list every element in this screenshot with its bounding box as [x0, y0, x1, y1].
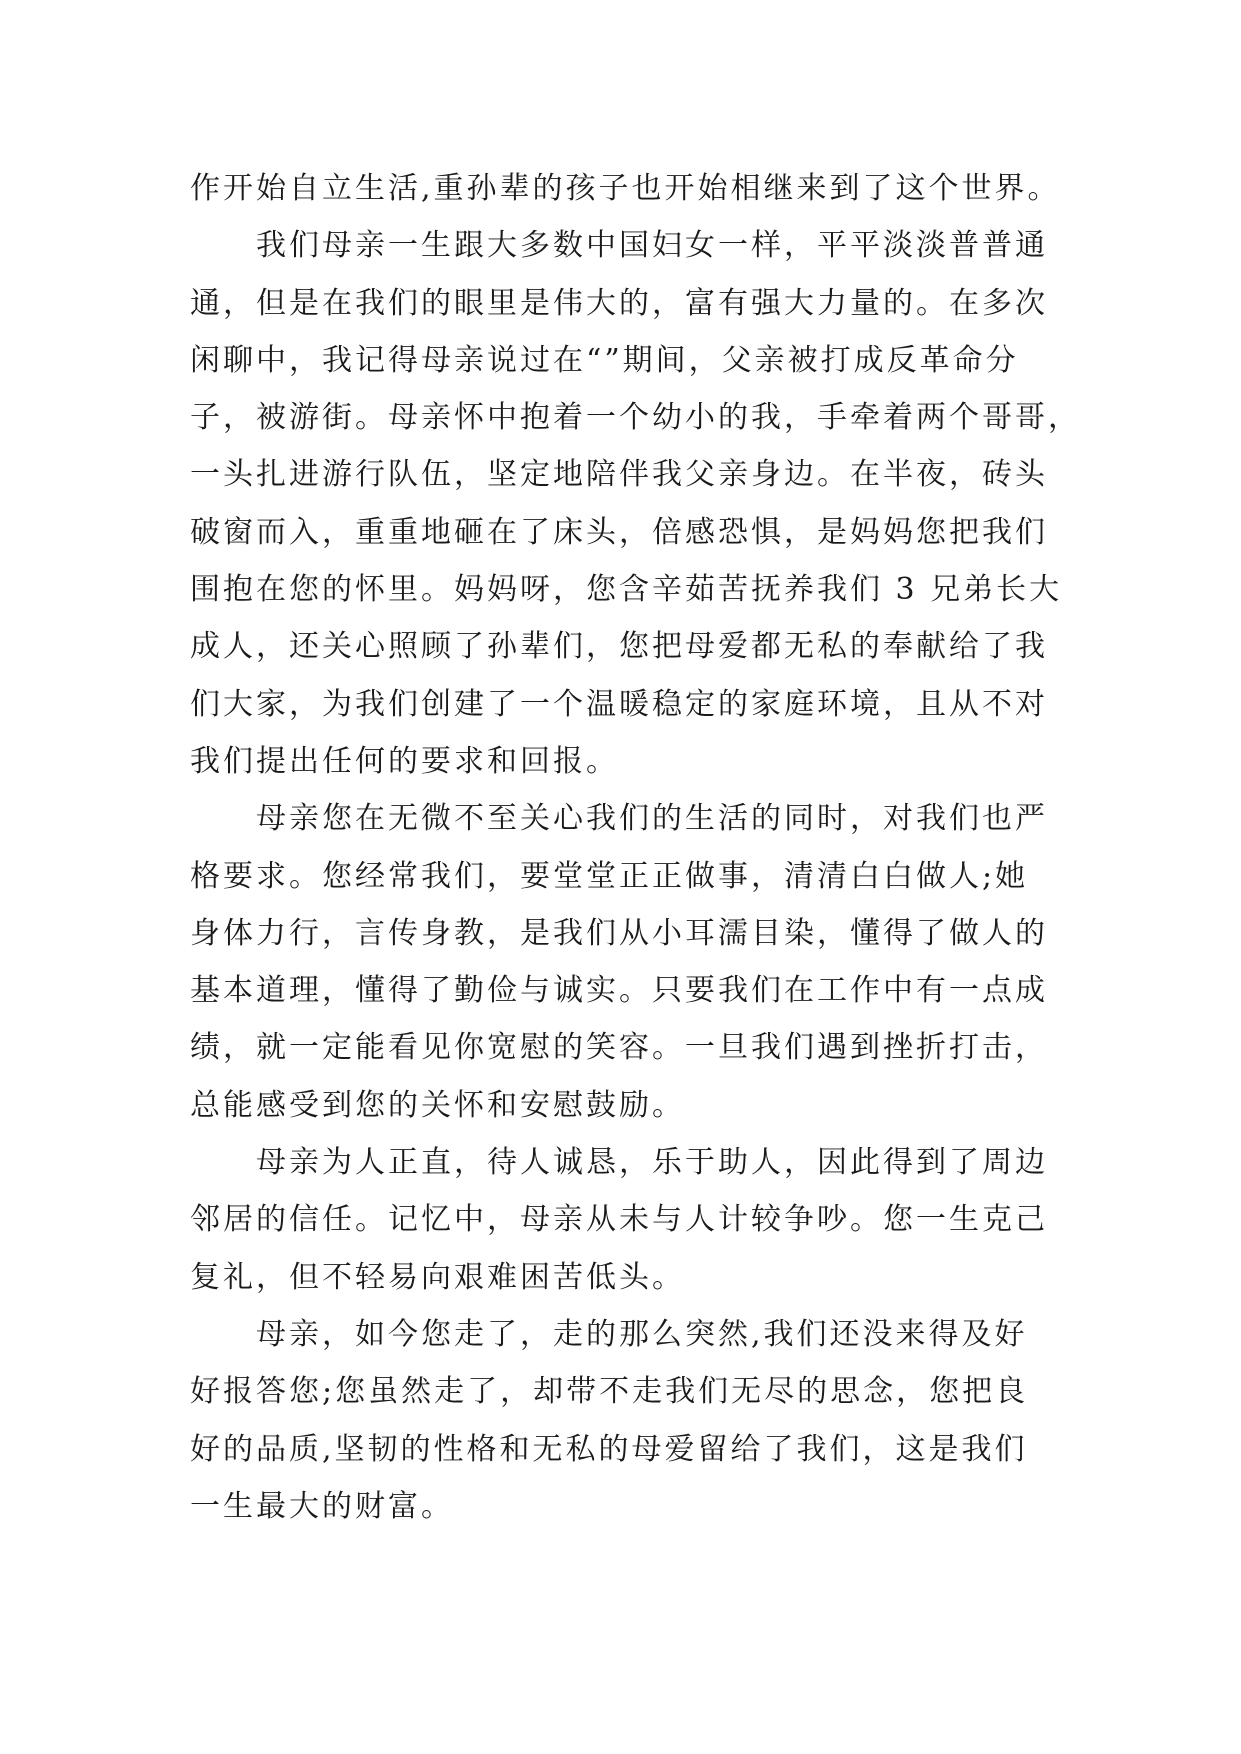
text-line: 一生最大的财富。	[190, 1488, 454, 1524]
paragraph-first-line: 母亲，如今您走了，走的那么突然,我们还没来得及好	[256, 1316, 1028, 1352]
text-line: 复礼，但不轻易向艰难困苦低头。	[190, 1259, 685, 1295]
text-line: 成人，还关心照顾了孙辈们，您把母爱都无私的奉献给了我	[190, 629, 1048, 665]
paragraph-first-line: 母亲您在无微不至关心我们的生活的同时，对我们也严	[256, 801, 1048, 837]
text-line: 闲聊中，我记得母亲说过在“”期间，父亲被打成反革命分	[190, 342, 1019, 378]
text-line: 绩，就一定能看见你宽慰的笑容。一旦我们遇到挫折打击，	[190, 1030, 1048, 1066]
text-line: 总能感受到您的关怀和安慰鼓励。	[190, 1087, 685, 1123]
text-line: 好的品质,坚韧的性格和无私的母爱留给了我们，这是我们	[190, 1431, 1028, 1467]
text-line: 作开始自立生活,重孙辈的孩子也开始相继来到了这个世界。	[190, 171, 1061, 206]
text-line: 围抱在您的怀里。妈妈呀，您含辛茹苦抚养我们 3 兄弟长大	[190, 572, 1063, 608]
text-line: 通，但是在我们的眼里是伟大的，富有强大力量的。在多次	[190, 285, 1048, 321]
text-line: 子，被游街。母亲怀中抱着一个幼小的我，手牵着两个哥哥，	[190, 400, 1081, 436]
text-line: 基本道理，懂得了勤俭与诚实。只要我们在工作中有一点成	[190, 973, 1048, 1009]
text-line: 一头扎进游行队伍，坚定地陪伴我父亲身边。在半夜，砖头	[190, 457, 1048, 493]
text-line: 身体力行，言传身教，是我们从小耳濡目染，懂得了做人的	[190, 915, 1048, 951]
text-line: 们大家，为我们创建了一个温暖稳定的家庭环境，且从不对	[190, 686, 1048, 722]
text-line: 破窗而入，重重地砸在了床头，倍感恐惧，是妈妈您把我们	[190, 514, 1048, 550]
text-line: 好报答您;您虽然走了，却带不走我们无尽的思念，您把良	[190, 1374, 1029, 1410]
text-line: 我们提出任何的要求和回报。	[190, 743, 619, 779]
text-line: 格要求。您经常我们，要堂堂正正做事，清清白白做人;她	[190, 858, 1029, 894]
paragraph-first-line: 我们母亲一生跟大多数中国妇女一样，平平淡淡普普通	[256, 228, 1048, 264]
document-body	[190, 160, 1090, 1535]
paragraph-first-line: 母亲为人正直，待人诚恳，乐于助人，因此得到了周边	[256, 1145, 1048, 1181]
text-line: 邻居的信任。记忆中，母亲从未与人计较争吵。您一生克己	[190, 1202, 1048, 1238]
